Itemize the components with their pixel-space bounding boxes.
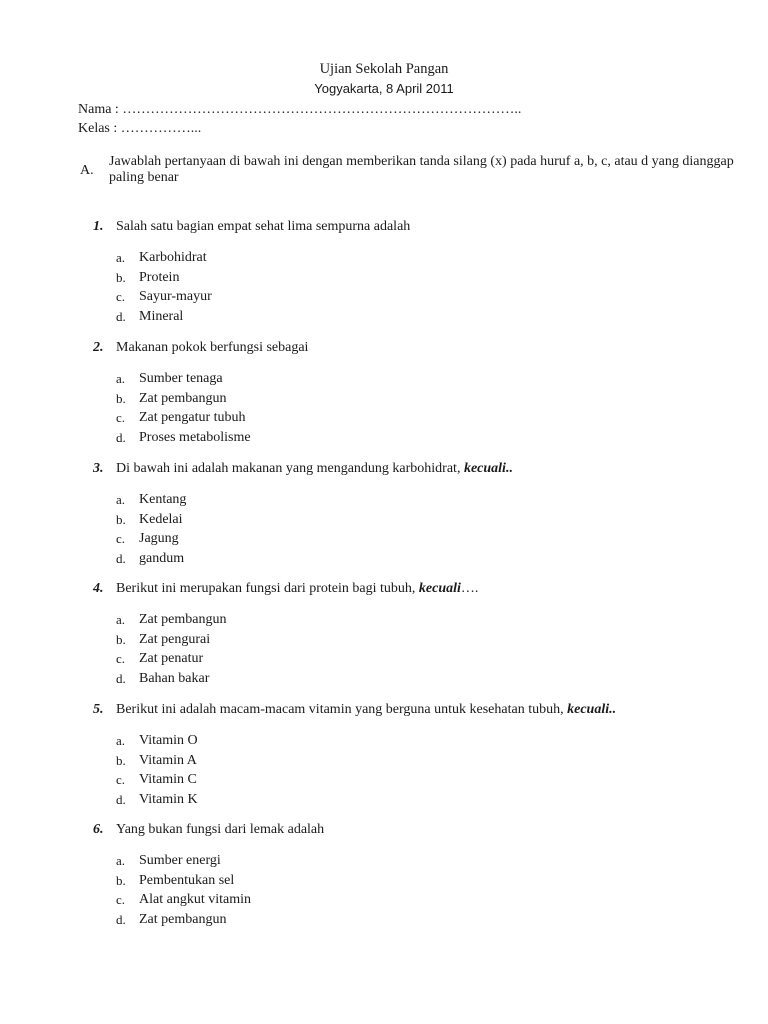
option-letter: d.: [116, 429, 126, 445]
option-letter: c.: [116, 410, 126, 425]
option-text: Proses metabolisme: [139, 429, 251, 445]
option-letter: a.: [116, 492, 126, 507]
option-letter: d.: [116, 670, 126, 686]
option-text: Vitamin K: [139, 791, 198, 807]
question-emphasis: kecuali: [418, 581, 461, 596]
option-letter: a.: [116, 733, 126, 748]
option-letter: a.: [116, 371, 126, 386]
option-letter: c.: [116, 892, 126, 907]
question-number: 6.: [93, 822, 104, 837]
option-letter: d.: [116, 308, 126, 324]
question-text: [116, 218, 410, 236]
option-text: Sumber energi: [139, 853, 221, 868]
question-emphasis: kecuali..: [567, 702, 617, 717]
question-stem: Makanan pokok berfungsi sebagai: [116, 340, 309, 355]
exam-title: Ujian Sekolah Pangan: [319, 61, 449, 77]
question-number: 5.: [93, 702, 104, 717]
option-letter: a.: [116, 853, 126, 868]
option-letter: a.: [116, 612, 126, 627]
option-letter: d.: [116, 791, 126, 807]
option-text: Bahan bakar: [139, 670, 210, 686]
option-letter: c.: [116, 531, 126, 546]
question-number: 4.: [93, 581, 104, 596]
option-text: Karbohidrat: [139, 250, 207, 265]
question-suffix: ….: [460, 581, 479, 596]
name-field: Nama : …………………………………………………………………………..: [78, 102, 522, 117]
question-number: 1.: [93, 219, 104, 234]
option-text: Zat pengatur tubuh: [139, 410, 246, 425]
question-text: [116, 701, 616, 719]
section-instruction: Jawablah pertanyaan di bawah ini dengan memberikan tanda silang (x) pada huruf a, b, c, atau d yang dianggap paling benar: [109, 154, 734, 185]
option-text: Kentang: [139, 492, 187, 507]
section-letter: A.: [80, 163, 94, 178]
option-text: Zat pembangun: [139, 390, 227, 406]
option-text: Sayur-mayur: [139, 289, 212, 304]
question-stem: Berikut ini merupakan fungsi dari protein bagi tubuh,: [116, 581, 419, 596]
option-text: Jagung: [139, 531, 179, 546]
question-stem: Salah satu bagian empat sehat lima sempurna adalah: [116, 219, 411, 234]
option-letter: a.: [116, 250, 126, 265]
option-letter: b.: [116, 511, 126, 527]
option-text: Vitamin A: [139, 752, 197, 768]
option-text: Mineral: [139, 308, 184, 324]
option-letter: c.: [116, 772, 126, 787]
option-text: Sumber tenaga: [139, 371, 223, 386]
option-text: Zat penatur: [139, 651, 204, 666]
question-stem: Di bawah ini adalah makanan yang mengandung karbohidrat,: [116, 461, 464, 476]
exam-date: Yogyakarta, 8 April 2011: [314, 81, 454, 96]
option-text: Vitamin O: [139, 733, 198, 748]
option-letter: d.: [116, 911, 126, 927]
question-text: [116, 821, 324, 839]
question-number: 3.: [93, 461, 104, 476]
question-stem: Yang bukan fungsi dari lemak adalah: [116, 822, 325, 837]
question-text: [116, 580, 478, 598]
option-letter: c.: [116, 651, 126, 666]
option-text: Vitamin C: [139, 772, 197, 787]
option-text: Zat pembangun: [139, 612, 227, 627]
option-text: Pembentukan sel: [139, 872, 235, 888]
question-number: 2.: [93, 340, 104, 355]
option-text: Zat pengurai: [139, 631, 211, 647]
question-text: [116, 339, 308, 357]
option-letter: d.: [116, 550, 126, 566]
option-text: Kedelai: [139, 511, 183, 527]
option-text: gandum: [139, 550, 185, 566]
class-field: Kelas : ……………...: [78, 121, 202, 136]
question-emphasis: kecuali..: [463, 461, 513, 476]
option-letter: b.: [116, 872, 126, 888]
option-text: Alat angkut vitamin: [139, 892, 251, 907]
option-letter: b.: [116, 631, 126, 647]
option-letter: b.: [116, 752, 126, 768]
question-stem: Berikut ini adalah macam-macam vitamin yang berguna untuk kesehatan tubuh,: [116, 702, 568, 717]
option-text: Zat pembangun: [139, 911, 227, 927]
option-letter: b.: [116, 269, 126, 285]
question-text: [116, 460, 513, 478]
option-letter: b.: [116, 390, 126, 406]
option-letter: c.: [116, 289, 126, 304]
option-text: Protein: [139, 269, 180, 285]
